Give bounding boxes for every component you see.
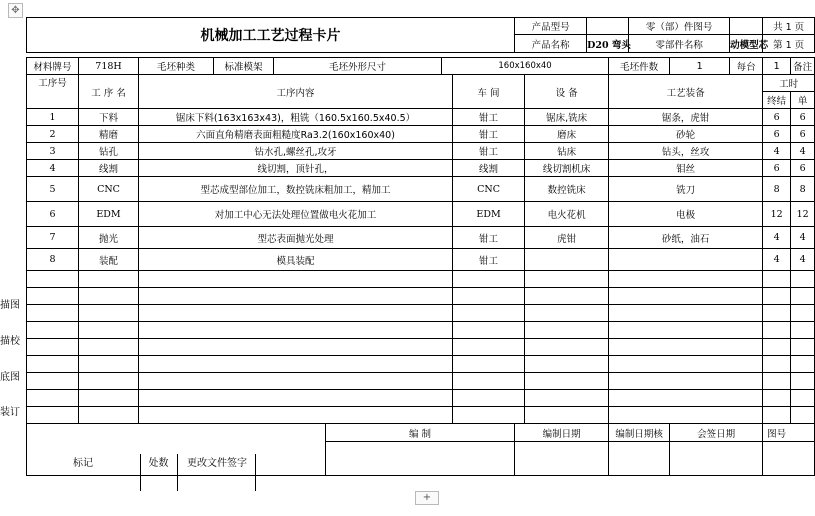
- side-label-trace: 描图: [0, 300, 20, 311]
- op-workshop: 钳工: [453, 109, 525, 126]
- op-hours-unit: 12: [791, 202, 815, 227]
- footer-compile-date-value[interactable]: [515, 442, 609, 476]
- empty-cell[interactable]: [763, 356, 791, 373]
- empty-cell[interactable]: [139, 305, 453, 322]
- total-pages: 共 1 页: [763, 18, 815, 35]
- footer-countersign-date-value[interactable]: [670, 442, 763, 476]
- table-move-handle-icon[interactable]: ✥: [8, 3, 23, 18]
- empty-row: [27, 288, 815, 305]
- empty-cell[interactable]: [791, 373, 815, 390]
- op-name: 装配: [79, 249, 139, 271]
- empty-cell[interactable]: [609, 407, 763, 424]
- empty-cell[interactable]: [79, 390, 139, 407]
- op-name: 下料: [79, 109, 139, 126]
- blank-count-value[interactable]: 1: [670, 58, 730, 75]
- table-row: [27, 177, 815, 202]
- empty-cell[interactable]: [609, 271, 763, 288]
- empty-cell[interactable]: [27, 390, 79, 407]
- empty-cell[interactable]: [27, 407, 79, 424]
- op-workshop: CNC: [453, 177, 525, 202]
- side-label-check: 描校: [0, 336, 20, 347]
- op-hours-final: 4: [763, 249, 791, 271]
- op-name: 精磨: [79, 126, 139, 143]
- op-equipment: 钻床: [525, 143, 609, 160]
- empty-cell[interactable]: [139, 407, 453, 424]
- empty-cell[interactable]: [763, 373, 791, 390]
- op-name: 钻孔: [79, 143, 139, 160]
- material-grade-value[interactable]: 718H: [79, 58, 139, 75]
- empty-row: [27, 339, 815, 356]
- empty-cell[interactable]: [525, 407, 609, 424]
- op-content: 型芯表面抛光处理: [139, 227, 453, 249]
- empty-cell[interactable]: [763, 339, 791, 356]
- op-equipment: [525, 249, 609, 271]
- empty-cell[interactable]: [79, 407, 139, 424]
- footer-compile-date: 编制日期: [515, 424, 609, 442]
- footer-compile-value[interactable]: [326, 442, 515, 476]
- op-content: 钻水孔,螺丝孔,攻牙: [139, 143, 453, 160]
- empty-cell[interactable]: [763, 322, 791, 339]
- empty-row: [27, 356, 815, 373]
- empty-cell[interactable]: [763, 288, 791, 305]
- op-hours-unit: 6: [791, 160, 815, 177]
- footer-mark: 标记: [26, 454, 141, 491]
- op-tooling: 钼丝: [609, 160, 763, 177]
- op-tooling: 砂纸，油石: [609, 227, 763, 249]
- add-row-button[interactable]: +: [415, 491, 439, 505]
- op-hours-unit: 4: [791, 227, 815, 249]
- op-no: 3: [27, 143, 79, 160]
- empty-cell[interactable]: [139, 339, 453, 356]
- empty-cell[interactable]: [525, 356, 609, 373]
- op-hours-final: 6: [763, 126, 791, 143]
- op-equipment: 线切割机床: [525, 160, 609, 177]
- empty-cell[interactable]: [139, 373, 453, 390]
- empty-cell[interactable]: [79, 339, 139, 356]
- op-tooling: 砂轮: [609, 126, 763, 143]
- empty-cell[interactable]: [791, 339, 815, 356]
- empty-cell[interactable]: [453, 322, 525, 339]
- op-hours-unit: 6: [791, 126, 815, 143]
- empty-cell[interactable]: [763, 407, 791, 424]
- footer-count: 处数: [140, 454, 178, 491]
- per-unit-label: 每台: [730, 58, 763, 75]
- op-no: 1: [27, 109, 79, 126]
- op-tooling: 锯条，虎钳: [609, 109, 763, 126]
- card-title: 机械加工工艺过程卡片: [27, 18, 515, 53]
- empty-cell[interactable]: [139, 271, 453, 288]
- op-tooling: 电极: [609, 202, 763, 227]
- footer-compile-date-check-value[interactable]: [609, 442, 670, 476]
- op-workshop: EDM: [453, 202, 525, 227]
- empty-cell[interactable]: [525, 339, 609, 356]
- table-row: [27, 227, 815, 249]
- empty-row: [27, 305, 815, 322]
- footer-compile-date-check: 编制日期核: [609, 424, 670, 442]
- op-no: 2: [27, 126, 79, 143]
- side-label-bind: 装订: [0, 407, 20, 418]
- empty-cell[interactable]: [79, 305, 139, 322]
- col-op-no: 工序号: [27, 75, 79, 109]
- empty-cell[interactable]: [453, 373, 525, 390]
- empty-cell[interactable]: [139, 390, 453, 407]
- col-workshop: 车 间: [453, 75, 525, 109]
- empty-row: [27, 373, 815, 390]
- empty-row: [27, 271, 815, 288]
- col-hours: 工时: [763, 75, 815, 92]
- empty-cell[interactable]: [609, 373, 763, 390]
- empty-cell[interactable]: [609, 288, 763, 305]
- op-content: 锯床下料(163x163x43)，粗铣（160.5x160.5x40.5）: [139, 109, 453, 126]
- empty-cell[interactable]: [79, 322, 139, 339]
- empty-cell[interactable]: [609, 322, 763, 339]
- blank-type-label: 毛坯种类: [139, 58, 214, 75]
- empty-cell[interactable]: [139, 322, 453, 339]
- product-model-label: 产品型号: [515, 18, 587, 35]
- empty-cell[interactable]: [525, 373, 609, 390]
- part-name-label: 零部件名称: [629, 35, 730, 53]
- empty-cell[interactable]: [453, 356, 525, 373]
- empty-cell[interactable]: [27, 373, 79, 390]
- empty-cell[interactable]: [525, 288, 609, 305]
- op-equipment: 电火花机: [525, 202, 609, 227]
- op-content: 模具装配: [139, 249, 453, 271]
- empty-cell[interactable]: [791, 305, 815, 322]
- part-drawing-label: 零（部）件图号: [629, 18, 730, 35]
- op-equipment: 数控铣床: [525, 177, 609, 202]
- remark-label: 备注: [791, 58, 815, 75]
- product-name-value[interactable]: D20 弯头: [587, 35, 629, 53]
- op-equipment: 磨床: [525, 126, 609, 143]
- empty-cell[interactable]: [27, 356, 79, 373]
- op-hours-unit: 4: [791, 143, 815, 160]
- empty-cell[interactable]: [791, 407, 815, 424]
- empty-cell[interactable]: [79, 356, 139, 373]
- col-tooling: 工艺装备: [609, 75, 763, 109]
- col-hours-final: 终结: [763, 92, 791, 109]
- table-row: [27, 143, 815, 160]
- empty-cell[interactable]: [79, 288, 139, 305]
- op-content: 型芯成型部位加工，数控铣床粗加工，精加工: [139, 177, 453, 202]
- op-hours-final: 12: [763, 202, 791, 227]
- blank-type-value[interactable]: 标准模架: [214, 58, 274, 75]
- op-tooling: [609, 249, 763, 271]
- op-hours-final: 4: [763, 227, 791, 249]
- op-content: 线切割，顶针孔，: [139, 160, 453, 177]
- empty-cell[interactable]: [453, 390, 525, 407]
- table-row: [27, 126, 815, 143]
- blank-size-value[interactable]: 160x160x40: [442, 58, 609, 75]
- empty-cell[interactable]: [453, 339, 525, 356]
- product-name-label: 产品名称: [515, 35, 587, 53]
- table-row: [27, 202, 815, 227]
- op-content: 对加工中心无法处理位置做电火花加工: [139, 202, 453, 227]
- empty-cell[interactable]: [27, 271, 79, 288]
- op-no: 6: [27, 202, 79, 227]
- op-workshop: 钳工: [453, 126, 525, 143]
- op-no: 7: [27, 227, 79, 249]
- op-tooling: 铣刀: [609, 177, 763, 202]
- op-workshop: 钳工: [453, 227, 525, 249]
- table-row: [27, 249, 815, 271]
- empty-cell[interactable]: [763, 271, 791, 288]
- empty-cell[interactable]: [79, 373, 139, 390]
- empty-cell[interactable]: [525, 322, 609, 339]
- empty-cell[interactable]: [79, 271, 139, 288]
- empty-cell[interactable]: [139, 356, 453, 373]
- op-equipment: 虎钳: [525, 227, 609, 249]
- op-hours-final: 6: [763, 109, 791, 126]
- op-tooling: 钻头，丝攻: [609, 143, 763, 160]
- empty-cell[interactable]: [525, 390, 609, 407]
- op-workshop: 线割: [453, 160, 525, 177]
- op-no: 5: [27, 177, 79, 202]
- empty-cell[interactable]: [453, 305, 525, 322]
- empty-cell[interactable]: [763, 305, 791, 322]
- empty-cell[interactable]: [791, 322, 815, 339]
- empty-cell[interactable]: [27, 339, 79, 356]
- empty-cell[interactable]: [609, 390, 763, 407]
- table-row: [27, 109, 815, 126]
- material-grade-label: 材料牌号: [27, 58, 79, 75]
- col-content: 工序内容: [139, 75, 453, 109]
- empty-row: [27, 407, 815, 424]
- op-name: 抛光: [79, 227, 139, 249]
- empty-cell[interactable]: [791, 390, 815, 407]
- blank-count-label: 毛坯件数: [609, 58, 670, 75]
- op-content: 六面直角精磨表面粗糙度Ra3.2(160x160x40): [139, 126, 453, 143]
- op-hours-unit: 6: [791, 109, 815, 126]
- op-no: 4: [27, 160, 79, 177]
- page-number: 第 1 页: [763, 35, 815, 53]
- op-hours-final: 4: [763, 143, 791, 160]
- empty-cell[interactable]: [525, 271, 609, 288]
- empty-cell[interactable]: [453, 271, 525, 288]
- empty-cell[interactable]: [453, 288, 525, 305]
- op-equipment: 锯床,铣床: [525, 109, 609, 126]
- empty-cell[interactable]: [609, 356, 763, 373]
- part-name-value[interactable]: 动模型芯: [730, 35, 763, 53]
- col-hours-unit: 单: [791, 92, 815, 109]
- op-hours-final: 6: [763, 160, 791, 177]
- op-no: 8: [27, 249, 79, 271]
- empty-cell[interactable]: [609, 305, 763, 322]
- footer-compile: 编 制: [326, 424, 515, 442]
- empty-cell[interactable]: [27, 288, 79, 305]
- op-hours-unit: 8: [791, 177, 815, 202]
- empty-cell[interactable]: [525, 305, 609, 322]
- op-workshop: 钳工: [453, 249, 525, 271]
- empty-cell[interactable]: [791, 288, 815, 305]
- footer-drawing-no-value[interactable]: [763, 442, 815, 476]
- product-model-value[interactable]: [587, 18, 629, 35]
- footer-drawing-no: 图号: [763, 424, 815, 442]
- empty-cell[interactable]: [763, 390, 791, 407]
- op-name: CNC: [79, 177, 139, 202]
- op-hours-unit: 4: [791, 249, 815, 271]
- op-hours-final: 8: [763, 177, 791, 202]
- col-op-name: 工 序 名: [79, 75, 139, 109]
- empty-cell[interactable]: [791, 271, 815, 288]
- blank-size-label: 毛坯外形尺寸: [274, 58, 442, 75]
- side-label-base: 底图: [0, 372, 20, 383]
- footer-change-sign: 更改文件签字: [179, 454, 256, 491]
- op-workshop: 钳工: [453, 143, 525, 160]
- process-card-table: [26, 17, 815, 476]
- empty-cell[interactable]: [609, 339, 763, 356]
- per-unit-value[interactable]: 1: [763, 58, 791, 75]
- empty-row: [27, 390, 815, 407]
- empty-cell[interactable]: [453, 407, 525, 424]
- empty-row: [27, 322, 815, 339]
- footer-blank-block: [27, 424, 326, 476]
- empty-cell[interactable]: [27, 305, 79, 322]
- empty-cell[interactable]: [27, 322, 79, 339]
- table-row: [27, 160, 815, 177]
- footer-countersign-date: 会签日期: [670, 424, 763, 442]
- empty-cell[interactable]: [791, 356, 815, 373]
- op-name: EDM: [79, 202, 139, 227]
- op-name: 线割: [79, 160, 139, 177]
- empty-cell[interactable]: [139, 288, 453, 305]
- part-drawing-value[interactable]: [730, 18, 763, 35]
- col-equipment: 设 备: [525, 75, 609, 109]
